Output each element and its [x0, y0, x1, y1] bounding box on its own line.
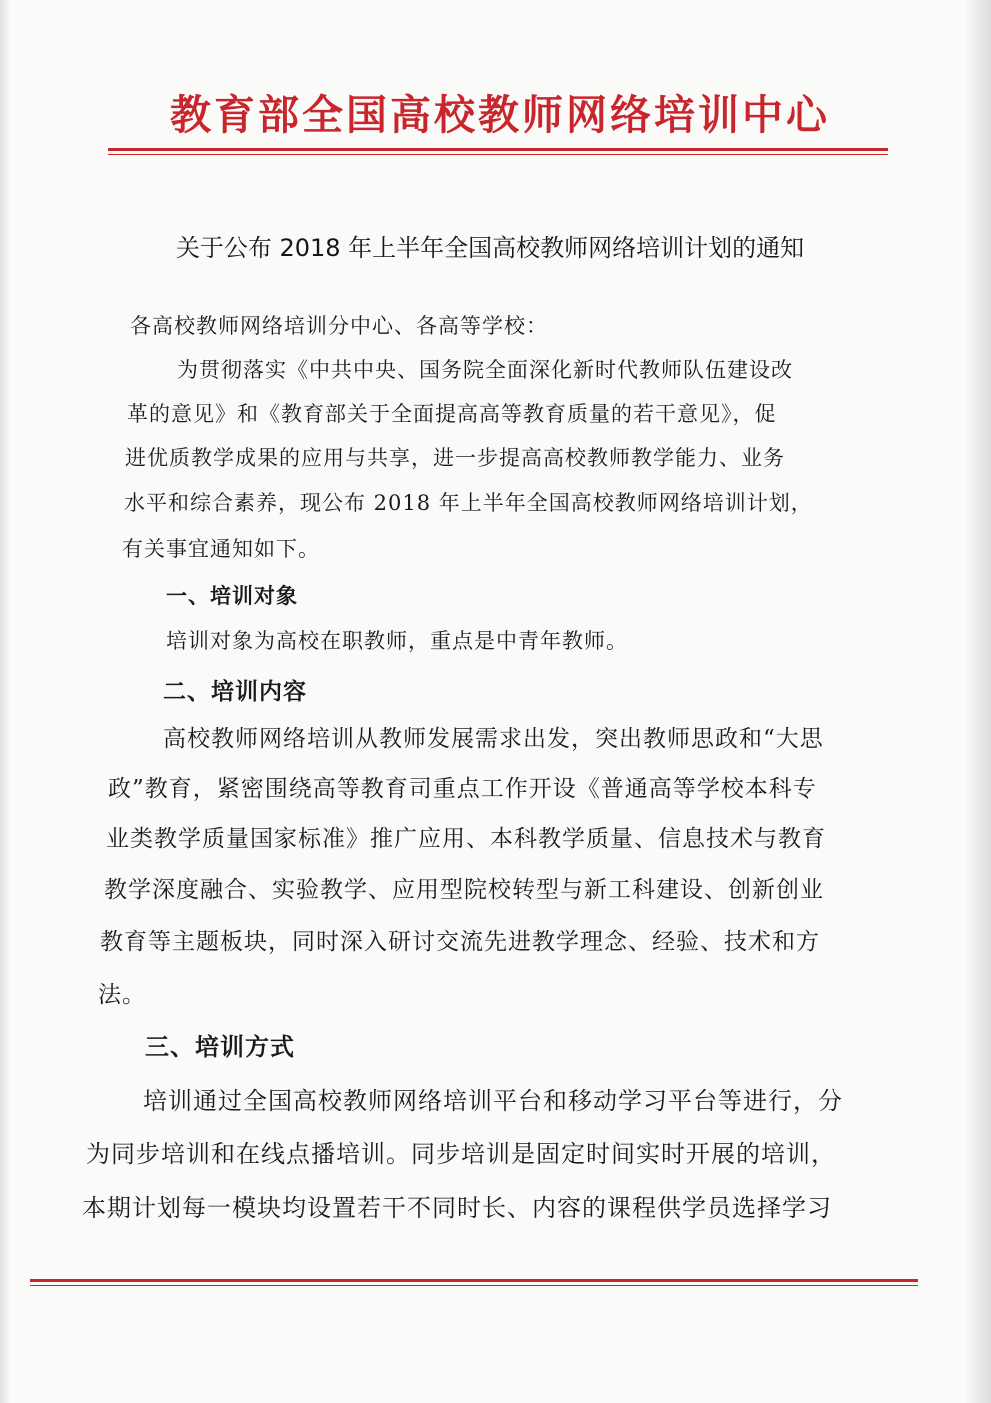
salutation: 各高校教师网络培训分中心、各高等学校： [130, 314, 548, 338]
section-line: 业类教学质量国家标准》推广应用、本科教学质量、信息技术与教育 [106, 826, 826, 852]
section-line: 本期计划每一模块均设置若干不同时长、内容的课程供学员选择学习 [82, 1194, 832, 1222]
footer-rule-thin [30, 1285, 918, 1286]
section-line: 培训对象为高校在职教师，重点是中青年教师。 [166, 629, 628, 653]
letterhead-rule-thin [108, 154, 888, 155]
section-heading-training-target: 一、培训对象 [166, 583, 298, 608]
section-line: 教学深度融合、实验教学、应用型院校转型与新工科建设、创新创业 [104, 877, 824, 903]
page-edge-shadow-right [965, 0, 991, 1403]
letterhead-title: 教育部全国高校教师网络培训中心 [170, 91, 830, 139]
letterhead-rule-thick [108, 148, 888, 151]
section-line: 培训通过全国高校教师网络培训平台和移动学习平台等进行，分 [143, 1087, 843, 1115]
section-line: 为同步培训和在线点播培训。同步培训是固定时间实时开展的培训， [86, 1140, 836, 1168]
page-edge-shadow-left [0, 0, 10, 1403]
section-heading-training-content: 二、培训内容 [163, 678, 307, 705]
footer-rule-thick [30, 1279, 918, 1282]
section-line: 高校教师网络培训从教师发展需求出发，突出教师思政和“大思 [163, 726, 824, 752]
intro-line: 进优质教学成果的应用与共享，进一步提高高校教师教学能力、业务 [125, 446, 785, 470]
intro-line: 有关事宜通知如下。 [122, 537, 320, 561]
intro-line: 水平和综合素养，现公布 2018 年上半年全国高校教师网络培训计划， [124, 491, 813, 515]
section-line: 政”教育，紧密围绕高等教育司重点工作开设《普通高等学校本科专 [108, 776, 817, 802]
section-heading-training-method: 三、培训方式 [145, 1032, 295, 1061]
intro-line: 革的意见》和《教育部关于全面提高高等教育质量的若干意见》，促 [127, 402, 777, 426]
section-line: 法。 [98, 982, 146, 1008]
notice-title: 关于公布 2018 年上半年全国高校教师网络培训计划的通知 [175, 234, 805, 262]
intro-line: 为贯彻落实《中共中央、国务院全面深化新时代教师队伍建设改 [177, 358, 793, 382]
section-line: 教育等主题板块，同时深入研讨交流先进教学理念、经验、技术和方 [100, 929, 820, 955]
